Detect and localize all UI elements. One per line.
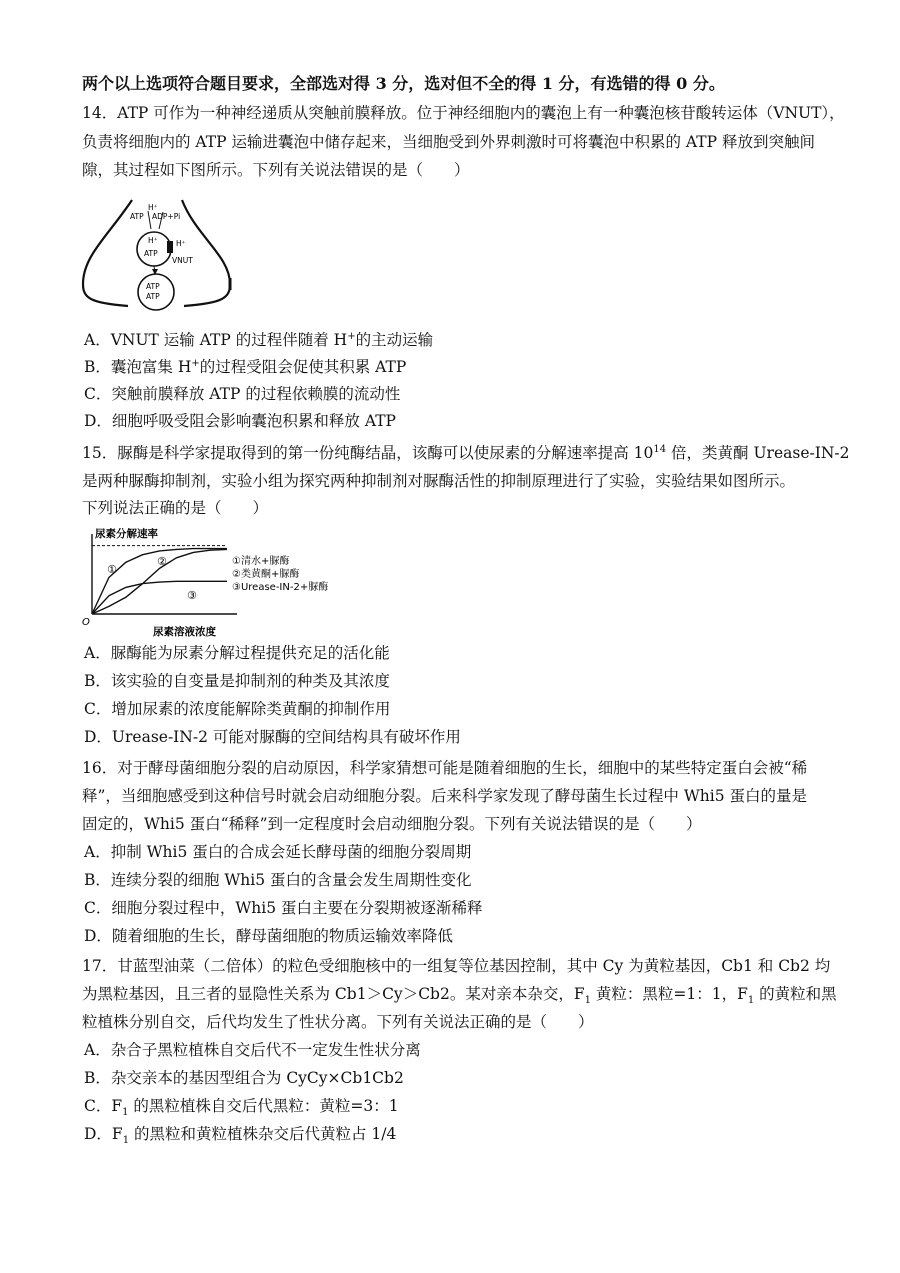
diagram-label-h-right: H⁺ <box>176 239 186 248</box>
q16-stem-line-1: 16．对于酵母菌细胞分裂的启动原因，科学家猜想可能是随着细胞的生长，细胞中的某些特定蛋白会被“稀 <box>82 759 808 777</box>
diagram-label-h-top: H⁺ <box>148 203 158 212</box>
chart-series-line-3 <box>92 581 227 614</box>
q16-option-c: C．细胞分裂过程中，Whi5 蛋白主要在分裂期被逐渐稀释 <box>84 899 483 917</box>
diagram-label-atp-release-1: ATP <box>146 282 160 291</box>
q15-stem-line-2: 是两种脲酶抑制剂，实验小组为探究两种抑制剂对脲酶活性的抑制原理进行了实验，实验结果如图所示。 <box>82 472 796 490</box>
q17-option-a: A．杂合子黑粒植株自交后代不一定发生性状分离 <box>84 1041 421 1059</box>
chart-x-label: 尿素溶液浓度 <box>153 626 216 638</box>
q14-option-c: C．突触前膜释放 ATP 的过程依赖膜的流动性 <box>84 385 401 403</box>
chart-series-marker-3: ③ <box>187 589 197 602</box>
q15-stem-line-3: 下列说法正确的是（ ） <box>82 499 269 517</box>
diagram-label-h-vesicle: H⁺ <box>148 236 158 245</box>
q14-stem-line-3: 隙，其过程如下图所示。下列有关说法错误的是（ ） <box>82 161 470 179</box>
q16-stem-line-3: 固定的，Whi5 蛋白“稀释”到一定程度时会启动细胞分裂。下列有关说法错误的是（ ） <box>82 815 702 833</box>
chart-series-marker-1: ① <box>107 563 117 576</box>
diagram-label-vnut: VNUT <box>172 256 193 265</box>
q16-stem-line-2: 释”，当细胞感受到这种信号时就会启动细胞分裂。后来科学家发现了酵母菌生长过程中 Whi5 蛋白的量是 <box>82 787 808 805</box>
diagram-label-adp-pi: ADP+Pi <box>152 212 181 221</box>
q16-option-b: B．连续分裂的细胞 Whi5 蛋白的含量会发生周期性变化 <box>84 871 472 889</box>
diagram-label-atp-vesicle-1: ATP <box>144 249 158 258</box>
q14-stem-line-1: 14．ATP 可作为一种神经递质从突触前膜释放。位于神经细胞内的囊泡上有一种囊泡核苷酸转运体（VNUT）， <box>82 104 845 122</box>
q17-option-d: D．$F_1$ 的黑粒和黄粒植株杂交后代黄粒占 1/4 <box>84 1125 397 1147</box>
q17-option-b: B．杂交亲本的基因型组合为 CyCy×Cb1Cb2 <box>84 1069 404 1087</box>
diagram-label-atp-release-2: ATP <box>146 292 160 301</box>
q14-option-a: A．VNUT 运输 ATP 的过程伴随着 H+的主动运输 <box>84 330 434 349</box>
q17-option-c: C．$F_1$ 的黑粒植株自交后代黑粒：黄粒=3：1 <box>84 1097 399 1119</box>
chart-origin-label: O <box>82 617 90 628</box>
q14-option-b: B．囊泡富集 H+的过程受阻会促使其积累 ATP <box>84 357 407 376</box>
q17-stem-line-1: 17．甘蓝型油菜（二倍体）的粒色受细胞核中的一组复等位基因控制，其中 Cy 为黄粒基因，Cb1 和 Cb2 均 <box>82 957 831 975</box>
enzyme-rate-chart <box>78 526 378 640</box>
chart-legend-1: ①清水+脲酶 <box>232 556 290 567</box>
q16-option-d: D．随着细胞的生长，酵母菌细胞的物质运输效率降低 <box>84 927 453 945</box>
chart-y-label: 尿素分解速率 <box>95 528 158 540</box>
q15-stem-line-1: 15．脲酶是科学家提取得到的第一份纯酶结晶，该酶可以使尿素的分解速率提高 $10^{14}$ 倍，类黄酮 Urease-IN-2 <box>82 443 850 462</box>
q14-stem-line-2: 负责将细胞内的 ATP 运输进囊泡中储存起来，当细胞受到外界刺激时可将囊泡中积累的 ATP 释放到突触间 <box>82 133 815 151</box>
q15-option-b: B．该实验的自变量是抑制剂的种类及其浓度 <box>84 672 390 690</box>
chart-series-marker-2: ② <box>157 555 167 568</box>
q16-option-a: A．抑制 Whi5 蛋白的合成会延长酵母菌的细胞分裂周期 <box>84 843 472 861</box>
q14-option-d: D．细胞呼吸受阻会影响囊泡积累和释放 ATP <box>84 412 396 430</box>
section-instruction: 两个以上选项符合题目要求，全部选对得 3 分，选对但不全的得 1 分，有选错的得 0 分。 <box>82 74 725 93</box>
q15-option-c: C．增加尿素的浓度能解除类黄酮的抑制作用 <box>84 700 391 718</box>
synapse-diagram <box>78 196 243 316</box>
chart-legend-3: ③Urease-IN-2+脲酶 <box>232 582 329 593</box>
diagram-label-atp-top: ATP <box>130 212 144 221</box>
q15-option-d: D．Urease-IN-2 可能对脲酶的空间结构具有破坏作用 <box>84 728 461 746</box>
q17-stem-line-3: 粒植株分别自交，后代均发生了性状分离。下列有关说法正确的是（ ） <box>82 1013 594 1031</box>
q15-option-a: A．脲酶能为尿素分解过程提供充足的活化能 <box>84 644 390 662</box>
chart-legend-2: ②类黄酮+脲酶 <box>232 569 300 580</box>
q17-stem-line-2: 为黑粒基因，且三者的显隐性关系为 Cb1＞Cy＞Cb2。某对亲本杂交，$F_1$ 黄粒：黑粒=1：1，$F_1$ 的黄粒和黑 <box>82 985 837 1007</box>
